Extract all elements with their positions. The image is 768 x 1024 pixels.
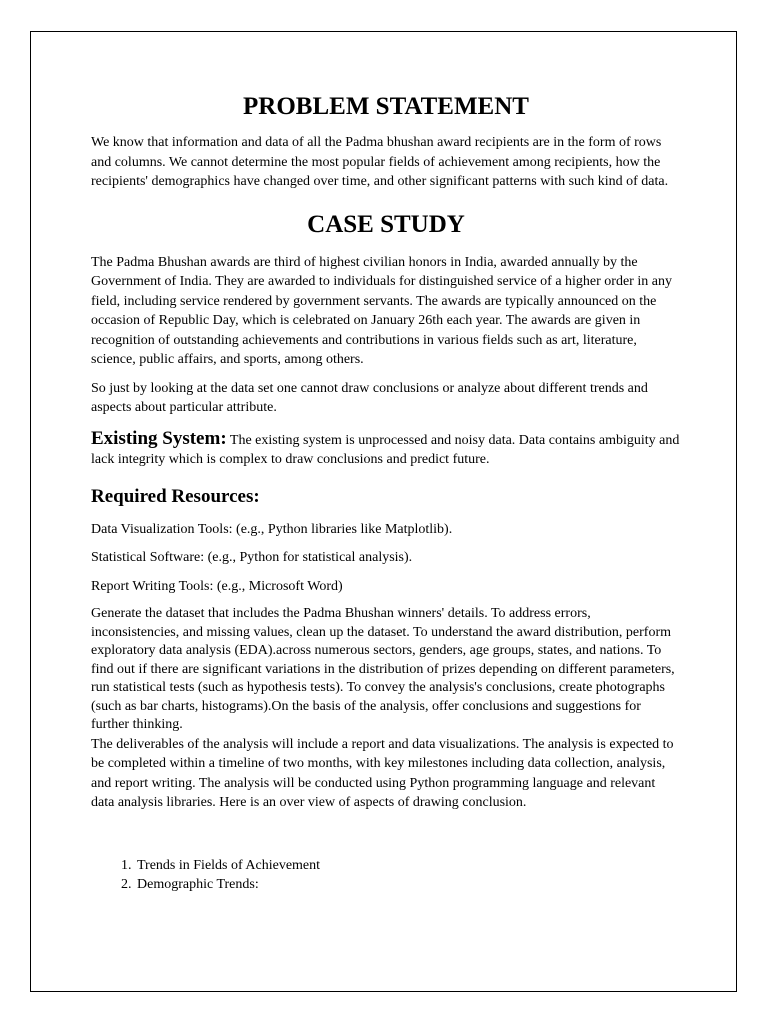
plan-paragraph-2: The deliverables of the analysis will include a report and data visualizations. The analysis is expected to be completed within a timeline of two months, with key milestones including data collection, analysis, and report writing. The analysis will be conducted using Python programming language and relevant data analysis libraries. Here is an over view of aspects of drawing conclusion. bbox=[91, 736, 674, 810]
existing-system-paragraph bbox=[91, 429, 681, 470]
required-resources-title: Required Resources: bbox=[91, 485, 260, 507]
list-item: 2. Demographic Trends: bbox=[135, 875, 681, 894]
document-body bbox=[91, 90, 681, 894]
aspects-list bbox=[91, 856, 681, 894]
list-item: 1. Trends in Fields of Achievement bbox=[135, 856, 681, 875]
problem-statement-text: We know that information and data of all the Padma bhushan award recipients are in the form of rows and columns. We cannot determine the most popular fields of achievement among recipients, how the recipients' demographics have changed over time, and other significant patterns with such kind of data. bbox=[91, 135, 669, 189]
problem-statement-heading: PROBLEM STATEMENT bbox=[243, 93, 529, 120]
existing-system-text: The existing system is unprocessed and noisy data. Data contains ambiguity and lack integrity which is complex to draw conclusions and predict future. bbox=[91, 432, 680, 467]
case-study-paragraph-2: So just by looking at the data set one cannot draw conclusions or analyze about different trends and aspects about particular attribute. bbox=[91, 380, 648, 415]
plan-paragraph-1: Generate the dataset that includes the Padma Bhushan winners' details. To address errors, inconsistencies, and missing values, clean up the dataset. To understand the award distribution, perform exploratory data analysis (EDA).across numerous sectors, genders, age groups, states, and nations. To find out if there are significant variations in the distribution of prizes depending on different parameters, run statistical tests (such as hypothesis tests). To convey the analysis's conclusions, create photographs (such as bar charts, histograms).On the basis of the analysis, offer conclusions and suggestions for further thinking. bbox=[91, 606, 675, 732]
resource-item: Report Writing Tools: (e.g., Microsoft Word) bbox=[91, 578, 343, 594]
resource-item: Statistical Software: (e.g., Python for statistical analysis). bbox=[91, 550, 413, 565]
case-study-heading: CASE STUDY bbox=[307, 210, 465, 238]
case-study-paragraph-1: The Padma Bhushan awards are third of highest civilian honors in India, awarded annually by the Government of India. They are awarded to individuals for distinguished service of a higher order in any field, including service rendered by government servants. The awards are typically announced on the occasion of Republic Day, which is celebrated on January 26th each year. The awards are given in recognition of outstanding achievements and contributions in various fields such as art, literature, science, public affairs, and sports, among others. bbox=[91, 254, 672, 367]
resource-item: Data Visualization Tools: (e.g., Python libraries like Matplotlib). bbox=[91, 521, 453, 537]
existing-system-title: Existing System: bbox=[91, 427, 227, 449]
